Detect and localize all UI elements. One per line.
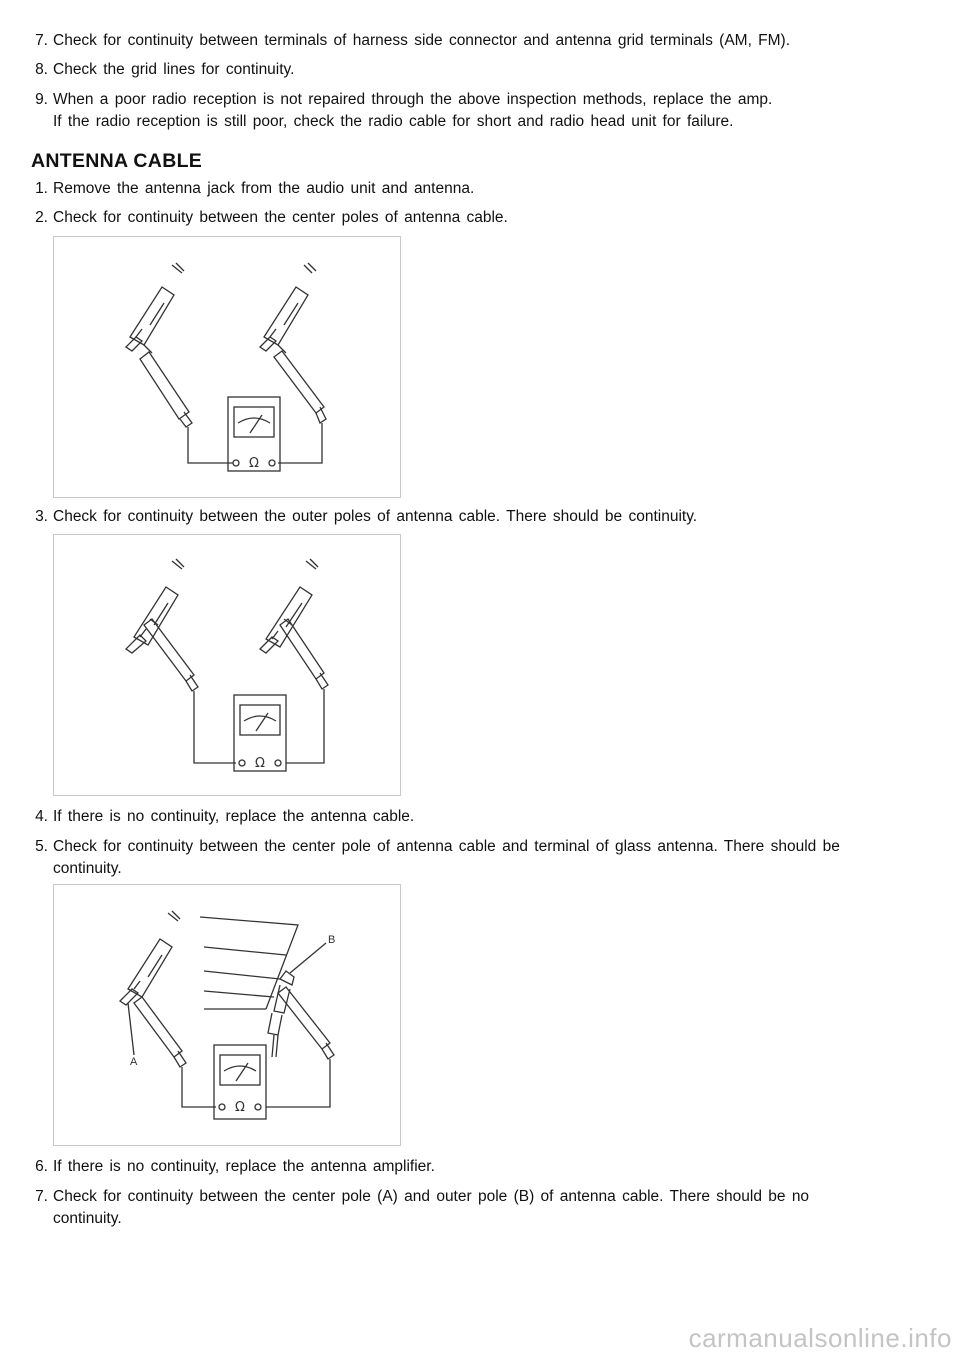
item-text: Check for continuity between the center pole (A) and outer pole (B) of antenna cable. There should be no	[53, 1188, 810, 1205]
antenna-jack-right-icon	[260, 263, 316, 353]
item-text-continued: continuity.	[53, 1210, 122, 1227]
item-text: If there is no continuity, replace the antenna cable.	[53, 808, 415, 825]
item-text-continued: continuity.	[53, 860, 122, 877]
item-text: If there is no continuity, replace the antenna amplifier.	[53, 1158, 435, 1175]
item-text: Remove the antenna jack from the audio unit and antenna.	[53, 180, 475, 197]
test-probe-right-icon	[280, 619, 328, 763]
multimeter-diagram-outer	[54, 535, 400, 795]
ohm-symbol: Ω	[255, 756, 265, 771]
item-text: Check for continuity between terminals of harness side connector and antenna grid terminals (AM, FM).	[53, 32, 791, 49]
item-number: 7.	[35, 1188, 48, 1205]
glass-antenna-grid-icon	[200, 917, 298, 1009]
callout-label-b: B	[328, 934, 336, 946]
item-number: 9.	[35, 91, 48, 108]
watermark: carmanualsonline.info	[688, 1323, 952, 1353]
item-text-continued: If the radio reception is still poor, check the radio cable for short and radio head unit for failure.	[53, 113, 734, 130]
item-text: Check the grid lines for continuity.	[53, 61, 295, 78]
callout-line-b	[290, 943, 326, 973]
antenna-jack-left-icon	[120, 911, 180, 1005]
multimeter-diagram-glass	[54, 885, 400, 1145]
item-text: Check for continuity between the center pole of antenna cable and terminal of glass antenna. There should be	[53, 838, 840, 855]
ohm-symbol: Ω	[249, 456, 259, 471]
multimeter-diagram-center	[54, 237, 400, 497]
item-number: 2.	[35, 209, 48, 226]
test-probe-right-icon	[266, 987, 334, 1107]
ohm-symbol: Ω	[235, 1100, 245, 1115]
antenna-terminal-connector-icon	[268, 971, 294, 1057]
item-text: When a poor radio reception is not repaired through the above inspection methods, replace the amp.	[53, 91, 773, 108]
item-number: 5.	[35, 838, 48, 855]
callout-line-a	[128, 1003, 134, 1055]
section-heading: ANTENNA CABLE	[31, 150, 203, 172]
callout-label-a: A	[130, 1056, 138, 1068]
antenna-jack-left-icon	[126, 263, 184, 353]
test-probe-left-icon	[144, 619, 236, 763]
figure-glass-antenna-continuity	[53, 884, 401, 1146]
item-number: 4.	[35, 808, 48, 825]
item-number: 3.	[35, 508, 48, 525]
figure-center-poles-continuity	[53, 236, 401, 498]
test-probe-left-icon	[134, 997, 216, 1107]
item-number: 1.	[35, 180, 48, 197]
item-number: 6.	[35, 1158, 48, 1175]
item-number: 7.	[35, 32, 48, 49]
test-probe-left-icon	[140, 352, 234, 463]
figure-outer-poles-continuity	[53, 534, 401, 796]
item-text: Check for continuity between the outer poles of antenna cable. There should be continuity.	[53, 508, 698, 525]
item-text: Check for continuity between the center poles of antenna cable.	[53, 209, 508, 226]
test-probe-right-icon	[274, 351, 326, 463]
item-number: 8.	[35, 61, 48, 78]
